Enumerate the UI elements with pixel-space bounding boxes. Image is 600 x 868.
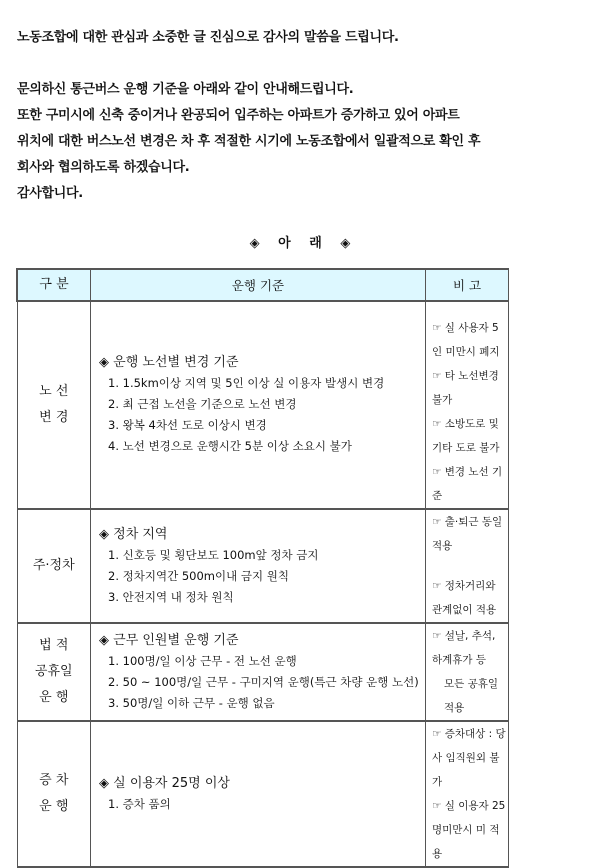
row-notes: ☞ 실 사용자 5인 미만시 폐지 ☞ 타 노선변경 불가 ☞ 소방도로 및 기타 도로 불가 ☞ 변경 노선 기준 — [426, 301, 509, 509]
table-row — [17, 301, 509, 509]
table-row — [17, 509, 509, 623]
intro-line: 감사합니다. — [17, 186, 83, 201]
header-notes: 비 고 — [426, 269, 509, 301]
row-criteria: ◈ 운행 노선별 변경 기준 1. 1.5km이상 지역 및 5인 이상 실 이용자 발생시 변경 2. 최 근접 노선을 기준으로 노선 변경 3. 왕복 4차선 도로 이상시 변경 4. 노선 변경으로 운행시간 5분 이상 소요시 불가 — [91, 301, 426, 509]
section-title: ◈ 아 래 ◈ — [249, 236, 351, 251]
row-notes: ☞ 설날, 추석, 하계휴가 등 모든 공휴일 적용 — [426, 623, 509, 721]
row-category: 주·정차 — [17, 509, 91, 623]
bus-criteria-table — [16, 268, 509, 868]
header-category: 구 분 — [17, 269, 91, 301]
row-criteria: ◈ 실 이용자 25명 이상 1. 증차 품의 — [91, 721, 426, 867]
header-criteria: 운행 기준 — [91, 269, 426, 301]
intro-line: 또한 구미시에 신축 중이거나 완공되어 입주하는 아파트가 증가하고 있어 아파트 — [17, 108, 460, 123]
row-notes: ☞ 증차대상 : 당사 임직원외 불가 ☞ 실 이용자 25명미만시 미 적용 — [426, 721, 509, 867]
row-category: 증 차 운 행 — [17, 721, 91, 867]
row-notes: ☞ 출·퇴근 동일 적용 ☞ 정차거리와 관계없이 적용 — [426, 509, 509, 623]
table-row — [17, 623, 509, 721]
intro-line: 위치에 대한 버스노선 변경은 차 후 적절한 시기에 노동조합에서 일괄적으로 확인 후 — [17, 134, 481, 149]
intro-line — [17, 55, 480, 81]
intro-line: 문의하신 통근버스 운행 기준을 아래와 같이 안내해드립니다. — [17, 82, 354, 97]
row-criteria: ◈ 정차 지역 1. 신호등 및 횡단보도 100m앞 정차 금지 2. 정차지역간 500m이내 금지 원칙 3. 안전지역 내 정차 원칙 — [91, 509, 426, 623]
intro-text — [17, 29, 480, 211]
intro-line: 노동조합에 대한 관심과 소중한 글 진심으로 감사의 말씀을 드립니다. — [17, 30, 399, 45]
table-row — [17, 721, 509, 867]
row-category: 법 적 공휴일 운 행 — [17, 623, 91, 721]
row-category: 노 선 변 경 — [17, 301, 91, 509]
intro-line: 회사와 협의하도록 하겠습니다. — [17, 160, 190, 175]
row-criteria: ◈ 근무 인원별 운행 기준 1. 100명/일 이상 근무 - 전 노선 운행 2. 50 ~ 100명/일 근무 - 구미지역 운행(특근 차량 운행 노선) 3. 50명/일 이하 근무 - 운행 없음 — [91, 623, 426, 721]
